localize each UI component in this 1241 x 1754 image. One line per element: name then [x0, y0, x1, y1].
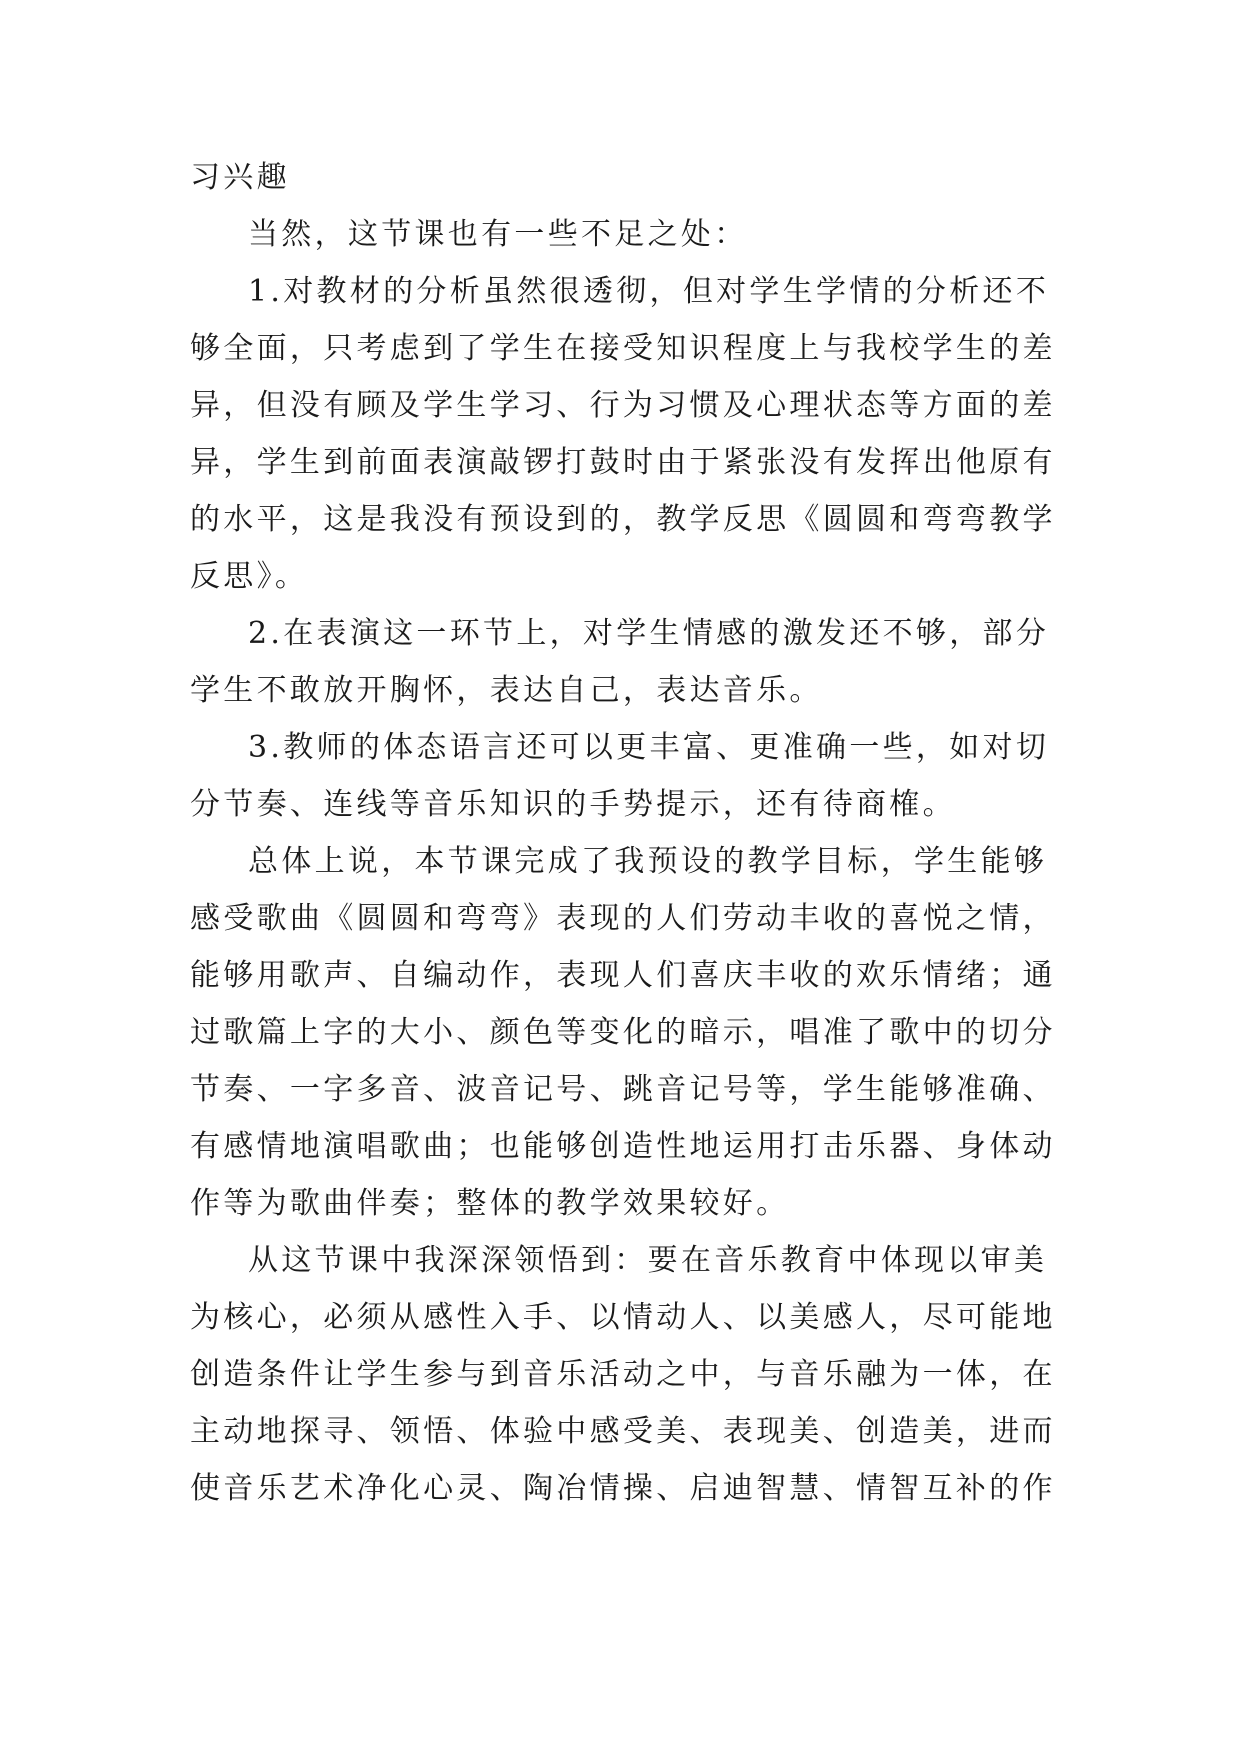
- paragraph-start-line: 总体上说，本节课完成了我预设的教学目标，学生能够: [248, 844, 1048, 879]
- paragraph-start-line: 从这节课中我深深领悟到：要在音乐教育中体现以审美: [248, 1243, 1048, 1278]
- paragraph-start-line: 1.对教材的分析虽然很透彻，但对学生学情的分析还不: [248, 274, 1050, 309]
- text-line: 学生不敢放开胸怀，表达自己，表达音乐。: [190, 673, 823, 708]
- text-line: 的水平，这是我没有预设到的，教学反思《圆圆和弯弯教学: [190, 502, 1056, 537]
- text-line: 反思》。: [190, 559, 309, 594]
- text-line: 过歌篇上字的大小、颜色等变化的暗示，唱准了歌中的切分: [190, 1015, 1056, 1050]
- text-line: 分节奏、连线等音乐知识的手势提示，还有待商榷。: [190, 787, 956, 822]
- text-line: 感受歌曲《圆圆和弯弯》表现的人们劳动丰收的喜悦之情，: [190, 901, 1056, 936]
- text-line: 能够用歌声、自编动作，表现人们喜庆丰收的欢乐情绪；通: [190, 958, 1056, 993]
- text-line: 有感情地演唱歌曲；也能够创造性地运用打击乐器、身体动: [190, 1129, 1056, 1164]
- text-line: 异，学生到前面表演敲锣打鼓时由于紧张没有发挥出他原有: [190, 445, 1056, 480]
- text-line: 习兴趣: [190, 160, 290, 195]
- text-line: 节奏、一字多音、波音记号、跳音记号等，学生能够准确、: [190, 1072, 1056, 1107]
- text-line: 主动地探寻、领悟、体验中感受美、表现美、创造美，进而: [190, 1414, 1056, 1449]
- text-line: 为核心，必须从感性入手、以情动人、以美感人，尽可能地: [190, 1300, 1056, 1335]
- text-line: 使音乐艺术净化心灵、陶冶情操、启迪智慧、情智互补的作: [190, 1471, 1056, 1506]
- text-line: 创造条件让学生参与到音乐活动之中，与音乐融为一体，在: [190, 1357, 1056, 1392]
- paragraph-start-line: 3.教师的体态语言还可以更丰富、更准确一些，如对切: [248, 730, 1050, 765]
- paragraph-start-line: 2.在表演这一环节上，对学生情感的激发还不够，部分: [248, 616, 1050, 651]
- text-line: 作等为歌曲伴奏；整体的教学效果较好。: [190, 1186, 790, 1221]
- text-line: 够全面，只考虑到了学生在接受知识程度上与我校学生的差: [190, 331, 1056, 366]
- paragraph-start-line: 当然，这节课也有一些不足之处：: [248, 217, 748, 252]
- text-line: 异，但没有顾及学生学习、行为习惯及心理状态等方面的差: [190, 388, 1056, 423]
